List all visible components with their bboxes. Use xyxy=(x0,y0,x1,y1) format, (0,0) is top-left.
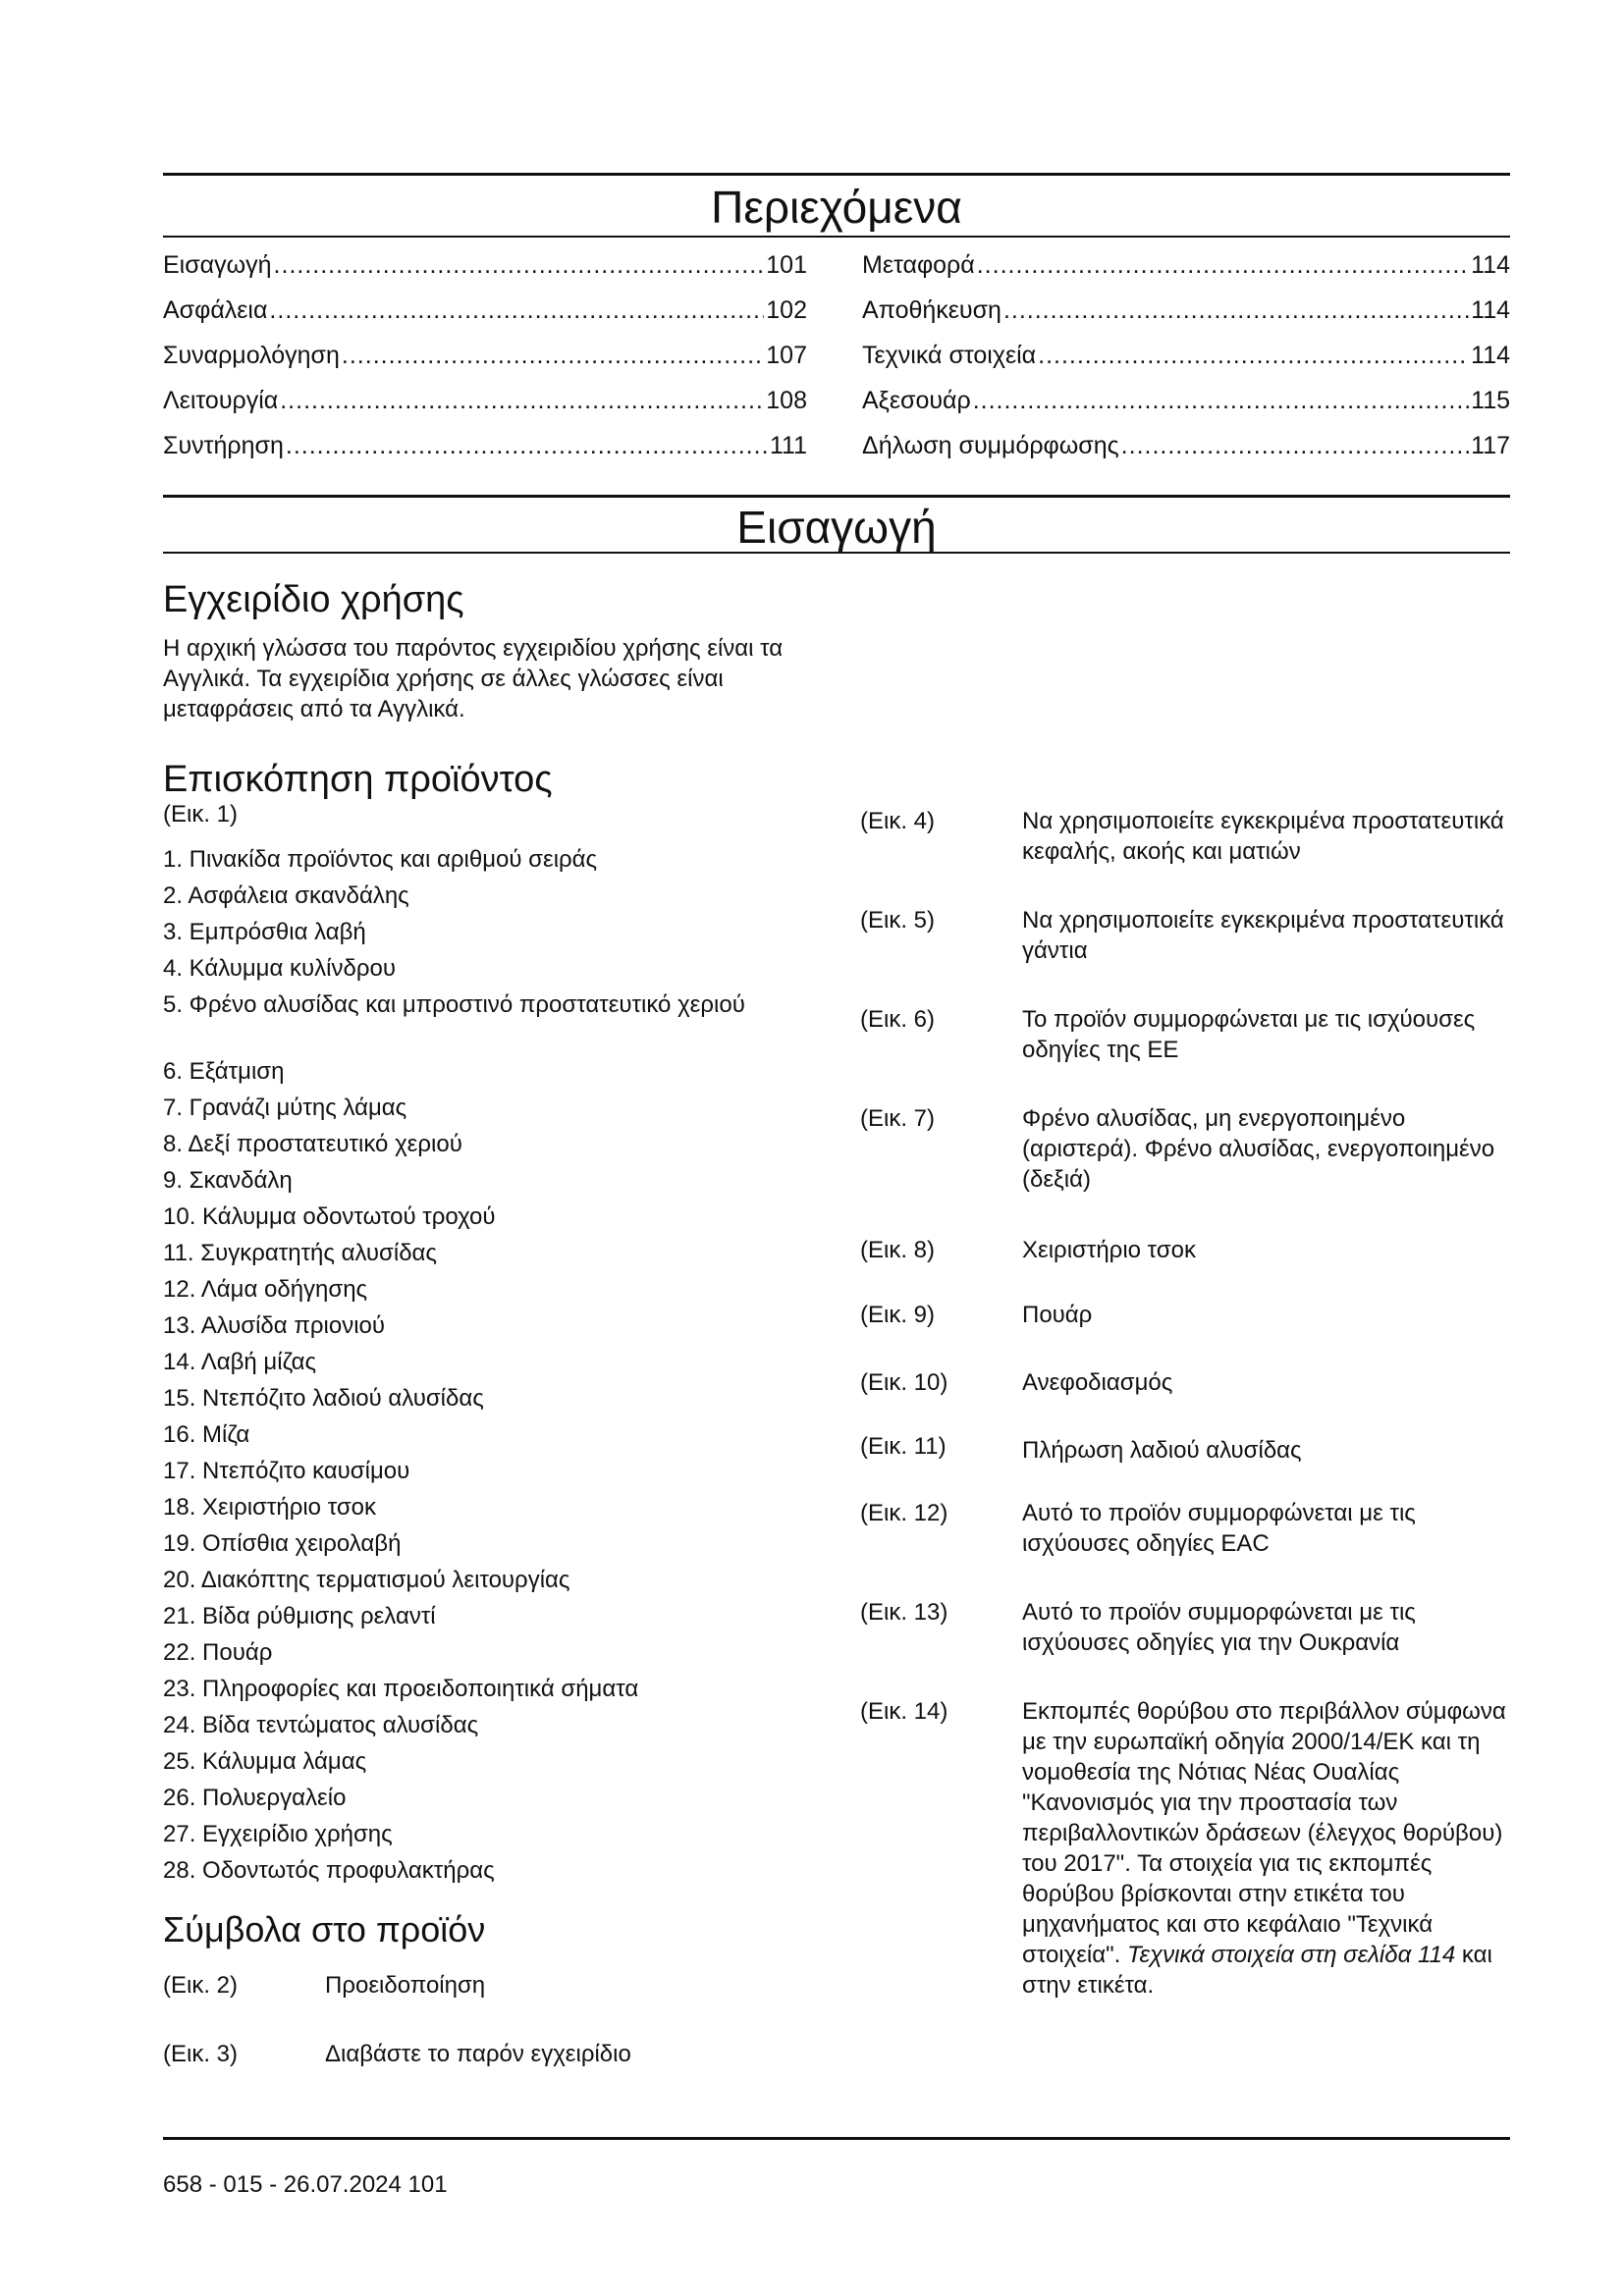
list-item: 4. Κάλυμμα κυλίνδρου xyxy=(163,955,396,982)
toc-entry-label: Εισαγωγή xyxy=(163,251,272,279)
toc-entry-page: 111 xyxy=(769,432,807,459)
symbol-figure-ref[interactable]: (Εικ. 12) xyxy=(860,1500,948,1526)
toc-leader xyxy=(1121,431,1469,460)
noise-text: Εκπομπές θορύβου στο περιβάλλον σύμφωνα με την ευρωπαϊκή οδηγία 2000/14/ΕΚ και τη νομοθεσία της Νότιας Νέας Ουαλίας "Κανονισμός για την προστασία των περιβαλλοντικών δράσεων (έλεγχος θορύβου) του 2017". Τα στοιχεία για τις εκπομπές θορύβου βρίσκονται στην ετικέτα του μηχανήματος και στο κεφάλαιο "Τεχνικά στοιχεία". xyxy=(1022,1698,1506,1968)
symbol-description: Το προϊόν συμμορφώνεται με τις ισχύουσες οδηγίες της ΕΕ xyxy=(1022,1006,1476,1063)
toc-entry-label: Αξεσουάρ xyxy=(862,387,971,414)
symbol-description xyxy=(1022,1696,1510,2001)
toc-entry[interactable] xyxy=(163,250,807,295)
symbol-figure-ref[interactable]: (Εικ. 2) xyxy=(163,1972,239,1999)
symbol-figure-ref[interactable]: (Εικ. 10) xyxy=(860,1369,948,1396)
symbol-figure-ref[interactable]: (Εικ. 8) xyxy=(860,1237,936,1263)
footer-rule xyxy=(163,2137,1510,2140)
toc-entry-page: 115 xyxy=(1471,387,1510,414)
toc-entry-page: 101 xyxy=(766,251,807,279)
list-item: 6. Εξάτμιση xyxy=(163,1058,285,1085)
list-item: 25. Κάλυμμα λάμας xyxy=(163,1748,367,1775)
cross-reference-link[interactable]: Τεχνικά στοιχεία στη σελίδα 114 xyxy=(1127,1942,1456,1968)
symbol-figure-ref[interactable]: (Εικ. 13) xyxy=(860,1599,948,1626)
toc-entry-label: Αποθήκευση xyxy=(862,296,1001,324)
page-footer: 658 - 015 - 26.07.2024 101 xyxy=(163,2171,448,2198)
overview-figure-ref[interactable]: (Εικ. 1) xyxy=(163,801,239,828)
toc-title: Περιεχόμενα xyxy=(711,182,962,233)
list-item: 20. Διακόπτης τερματισμού λειτουργίας xyxy=(163,1567,570,1593)
symbol-description: Αυτό το προϊόν συμμορφώνεται με τις ισχύουσες οδηγίες για την Ουκρανία xyxy=(1022,1599,1416,1656)
toc-entry[interactable] xyxy=(862,386,1510,431)
toc-leader xyxy=(977,250,1469,280)
parts-list xyxy=(163,844,811,1892)
noise-text-end: και στην ετικέτα. xyxy=(1022,1942,1492,1999)
toc-leader xyxy=(274,250,765,280)
list-item: 18. Χειριστήριο τσοκ xyxy=(163,1494,376,1521)
toc-entry-label: Τεχνικά στοιχεία xyxy=(862,342,1037,369)
symbol-figure-ref[interactable]: (Εικ. 14) xyxy=(860,1698,948,1725)
list-item: 23. Πληροφορίες και προειδοποιητικά σήματα xyxy=(163,1676,639,1702)
list-item: 7. Γρανάζι μύτης λάμας xyxy=(163,1095,407,1121)
symbol-description: Να χρησιμοποιείτε εγκεκριμένα προστατευτικά κεφαλής, ακοής και ματιών xyxy=(1022,808,1504,865)
toc-leader xyxy=(1003,295,1469,325)
toc-entry[interactable] xyxy=(163,431,807,476)
toc-entry-label: Δήλωση συμμόρφωσης xyxy=(862,432,1119,459)
toc-entry[interactable] xyxy=(862,341,1510,386)
list-item: 17. Ντεπόζιτο καυσίμου xyxy=(163,1458,410,1484)
toc-leader xyxy=(280,386,764,415)
symbols-heading: Σύμβολα στο προϊόν xyxy=(163,1909,486,1949)
toc-title-rule xyxy=(163,236,1510,238)
list-item: 16. Μίζα xyxy=(163,1421,250,1448)
symbol-figure-ref[interactable]: (Εικ. 11) xyxy=(860,1433,947,1460)
symbol-description: Πλήρωση λαδιού αλυσίδας xyxy=(1022,1437,1302,1464)
toc-leader xyxy=(269,295,764,325)
toc-leader xyxy=(1038,341,1469,370)
toc-entry-page: 114 xyxy=(1471,342,1510,369)
list-item: 2. Ασφάλεια σκανδάλης xyxy=(163,882,409,909)
list-item: 3. Εμπρόσθια λαβή xyxy=(163,919,366,945)
list-item: 9. Σκανδάλη xyxy=(163,1167,293,1194)
symbol-description: Αυτό το προϊόν συμμορφώνεται με τις ισχύουσες οδηγίες EAC xyxy=(1022,1500,1416,1557)
list-item: 21. Βίδα ρύθμισης ρελαντί xyxy=(163,1603,436,1629)
symbol-figure-ref[interactable]: (Εικ. 4) xyxy=(860,808,936,834)
list-item: 1. Πινακίδα προϊόντος και αριθμού σειράς xyxy=(163,846,598,873)
symbol-description: Διαβάστε το παρόν εγχειρίδιο xyxy=(325,2041,631,2067)
list-item: 10. Κάλυμμα οδοντωτού τροχού xyxy=(163,1203,496,1230)
list-item: 24. Βίδα τεντώματος αλυσίδας xyxy=(163,1712,479,1738)
list-item: 27. Εγχειρίδιο χρήσης xyxy=(163,1821,393,1847)
symbol-figure-ref[interactable]: (Εικ. 5) xyxy=(860,907,936,934)
symbol-description: Φρένο αλυσίδας, μη ενεργοποιημένο (αριστερά). Φρένο αλυσίδας, ενεργοποιημένο (δεξιά) xyxy=(1022,1105,1495,1193)
symbol-description: Να χρησιμοποιείτε εγκεκριμένα προστατευτικά γάντια xyxy=(1022,907,1504,964)
toc-entry-page: 114 xyxy=(1471,251,1510,279)
symbol-figure-ref[interactable]: (Εικ. 3) xyxy=(163,2041,239,2067)
toc-entry-label: Λειτουργία xyxy=(163,387,279,414)
list-item: 28. Οδοντωτός προφυλακτήρας xyxy=(163,1857,495,1884)
toc-entry[interactable] xyxy=(163,386,807,431)
symbol-description: Πουάρ xyxy=(1022,1302,1093,1328)
list-item: 13. Αλυσίδα πριονιού xyxy=(163,1312,386,1339)
manual-text: Η αρχική γλώσσα του παρόντος εγχειριδίου χρήσης είναι τα Αγγλικά. Τα εγχειρίδια χρήσης σε άλλες γλώσσες είναι μεταφράσεις από τα Αγγλικά. xyxy=(163,635,784,722)
toc-entry[interactable] xyxy=(862,431,1510,476)
list-item: 5. Φρένο αλυσίδας και μπροστινό προστατευτικό χεριού xyxy=(163,991,745,1018)
toc-right-column xyxy=(862,250,1510,476)
toc-leader xyxy=(286,431,768,460)
list-item: 15. Ντεπόζιτο λαδιού αλυσίδας xyxy=(163,1385,484,1412)
symbol-description: Προειδοποίηση xyxy=(325,1972,486,1999)
toc-entry-page: 117 xyxy=(1471,432,1510,459)
toc-entry-page: 102 xyxy=(766,296,807,324)
manual-heading: Εγχειρίδιο χρήσης xyxy=(163,579,464,620)
toc-entry-page: 114 xyxy=(1471,296,1510,324)
symbol-figure-ref[interactable]: (Εικ. 7) xyxy=(860,1105,936,1132)
list-item: 11. Συγκρατητής αλυσίδας xyxy=(163,1240,437,1266)
toc-entry[interactable] xyxy=(862,250,1510,295)
toc-entry-page: 107 xyxy=(766,342,807,369)
toc-leader xyxy=(342,341,764,370)
toc-entry[interactable] xyxy=(163,341,807,386)
intro-title-rule xyxy=(163,552,1510,554)
list-item: 12. Λάμα οδήγησης xyxy=(163,1276,368,1303)
toc-entry-label: Μεταφορά xyxy=(862,251,975,279)
intro-top-rule xyxy=(163,495,1510,498)
list-item: 22. Πουάρ xyxy=(163,1639,273,1666)
list-item: 19. Οπίσθια χειρολαβή xyxy=(163,1530,402,1557)
top-rule xyxy=(163,173,1510,176)
toc-leader xyxy=(973,386,1469,415)
overview-heading: Επισκόπηση προϊόντος xyxy=(163,759,553,800)
symbol-figure-ref[interactable]: (Εικ. 6) xyxy=(860,1006,936,1033)
toc-entry[interactable] xyxy=(163,295,807,341)
list-item: 8. Δεξί προστατευτικό χεριού xyxy=(163,1131,462,1157)
symbol-figure-ref[interactable]: (Εικ. 9) xyxy=(860,1302,936,1328)
intro-title: Εισαγωγή xyxy=(736,502,937,553)
toc-entry-label: Συντήρηση xyxy=(163,432,284,459)
symbol-description: Χειριστήριο τσοκ xyxy=(1022,1237,1196,1263)
toc-entry[interactable] xyxy=(862,295,1510,341)
list-item: 26. Πολυεργαλείο xyxy=(163,1785,347,1811)
toc-entry-label: Ασφάλεια xyxy=(163,296,268,324)
toc-entry-label: Συναρμολόγηση xyxy=(163,342,340,369)
list-item: 14. Λαβή μίζας xyxy=(163,1349,317,1375)
toc-entry-page: 108 xyxy=(766,387,807,414)
symbol-description: Ανεφοδιασμός xyxy=(1022,1369,1173,1396)
toc-left-column xyxy=(163,250,807,476)
